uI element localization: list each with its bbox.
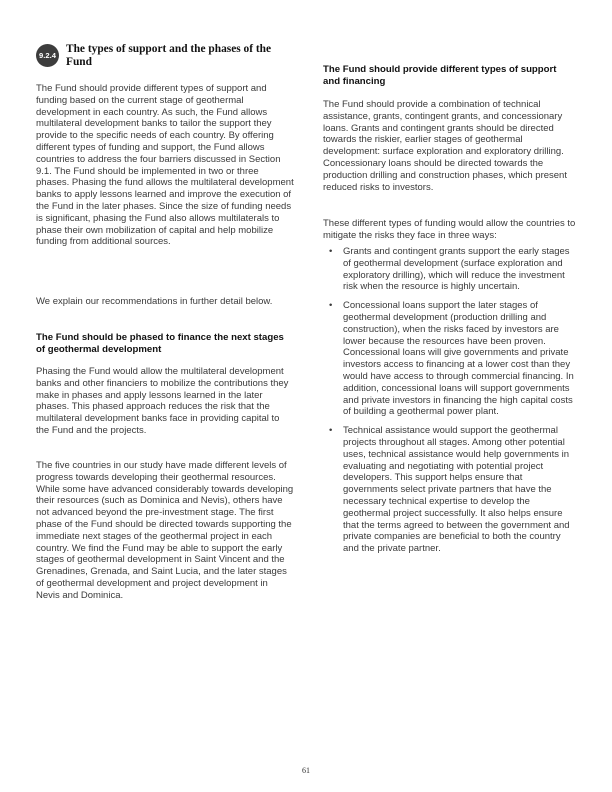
- section-title: The types of support and the phases of the Fund: [66, 43, 272, 68]
- intro-paragraph: The Fund should provide different types of support and funding based on the current stage of geothermal development in each country. As such, the Fund allows multilateral development banks to tailor the support they provide to the specific needs of each country. By offering different types of funding and support, the Fund allows countries to address the four barriers discussed in Section 9.1. The Fund should be implemented in two or three phases. Phasing the fund allows the multilateral development banks to apply lessons learned and improve the execution of the Fund in the later phases. Since the size of funding needs is significant, phasing the Fund also allows multilaterals to phase their own mobilization of capital and help mobilize funding from additional sources.: [36, 83, 294, 248]
- list-item-text: Technical assistance would support the geothermal projects throughout all stages. Among other potential uses, technical assistance would help governments in evaluating and negotiating with potential project developers. This support helps ensure that governments select private partners that have the necessary technical expertise to develop the geothermal project successfully. It also helps ensure that the terms agreed to between the government and private companies are beneficial to both the country and the private partner.: [343, 425, 570, 555]
- bullet-icon: •: [329, 425, 333, 437]
- list-item: [323, 246, 579, 293]
- bullet-icon: •: [329, 246, 333, 257]
- countries-paragraph: The five countries in our study have made different levels of progress towards developing their geothermal resources. While some have advanced considerably towards developing their resources (such as Dominica and Nevis), others have not advanced beyond the pre-investment stage. The first phase of the Fund should be directed towards supporting the immediate next stages of the geothermal project in each country. We find the Fund may be able to support the early stages of geothermal development in Saint Vincent and the Grenadines, Grenada, and Saint Lucia, and the later stages of geothermal development and project development in Nevis and Dominica.: [36, 460, 294, 601]
- list-item-text: Concessional loans support the later stages of geothermal development (production drilling and construction), when the risks faced by investors are lower because the resources have been proven. Concessional loans will give governments and private investors access to financing at a lower cost than they would have access to through commercial financing. In addition, concessional loans will support governments and private investors in financing the high capital costs of building a geothermal power plant.: [343, 300, 574, 418]
- list-item-text: Grants and contingent grants support the early stages of geothermal development (surface exploration and exploratory drilling), which will reduce the investment risk when the resource is highly uncertain.: [343, 246, 570, 293]
- mitigate-paragraph: These different types of funding would allow the countries to mitigate the risks they face in three ways:: [323, 218, 576, 241]
- combination-paragraph: The Fund should provide a combination of technical assistance, grants, contingent grants, and concessionary loans. Grants and contingent grants should be directed towards the riskier, earlier stages of geothermal development: surface exploration and exploratory drilling. Concessionary loans should be directed towards the production drilling and construction phases, which present reduced risks to investors.: [323, 99, 567, 193]
- risk-mitigation-list: [323, 246, 579, 562]
- list-item: [323, 425, 579, 555]
- phasing-subheading: The Fund should be phased to finance the next stages of geothermal development: [36, 332, 284, 355]
- page-number: 61: [302, 766, 310, 775]
- explain-paragraph: We explain our recommendations in further detail below.: [36, 296, 273, 307]
- bullet-icon: •: [329, 300, 333, 312]
- section-number-badge: 9.2.4: [36, 44, 59, 67]
- support-types-subheading: The Fund should provide different types of support and financing: [323, 64, 557, 87]
- phasing-paragraph: Phasing the Fund would allow the multilateral development banks and other financiers to mobilize the contributions they make in phases and apply lessons learned in the later phases. This phased approach reduces the risk that the multilateral development banks face in providing capital to the Fund and the projects.: [36, 366, 289, 436]
- list-item: [323, 300, 579, 418]
